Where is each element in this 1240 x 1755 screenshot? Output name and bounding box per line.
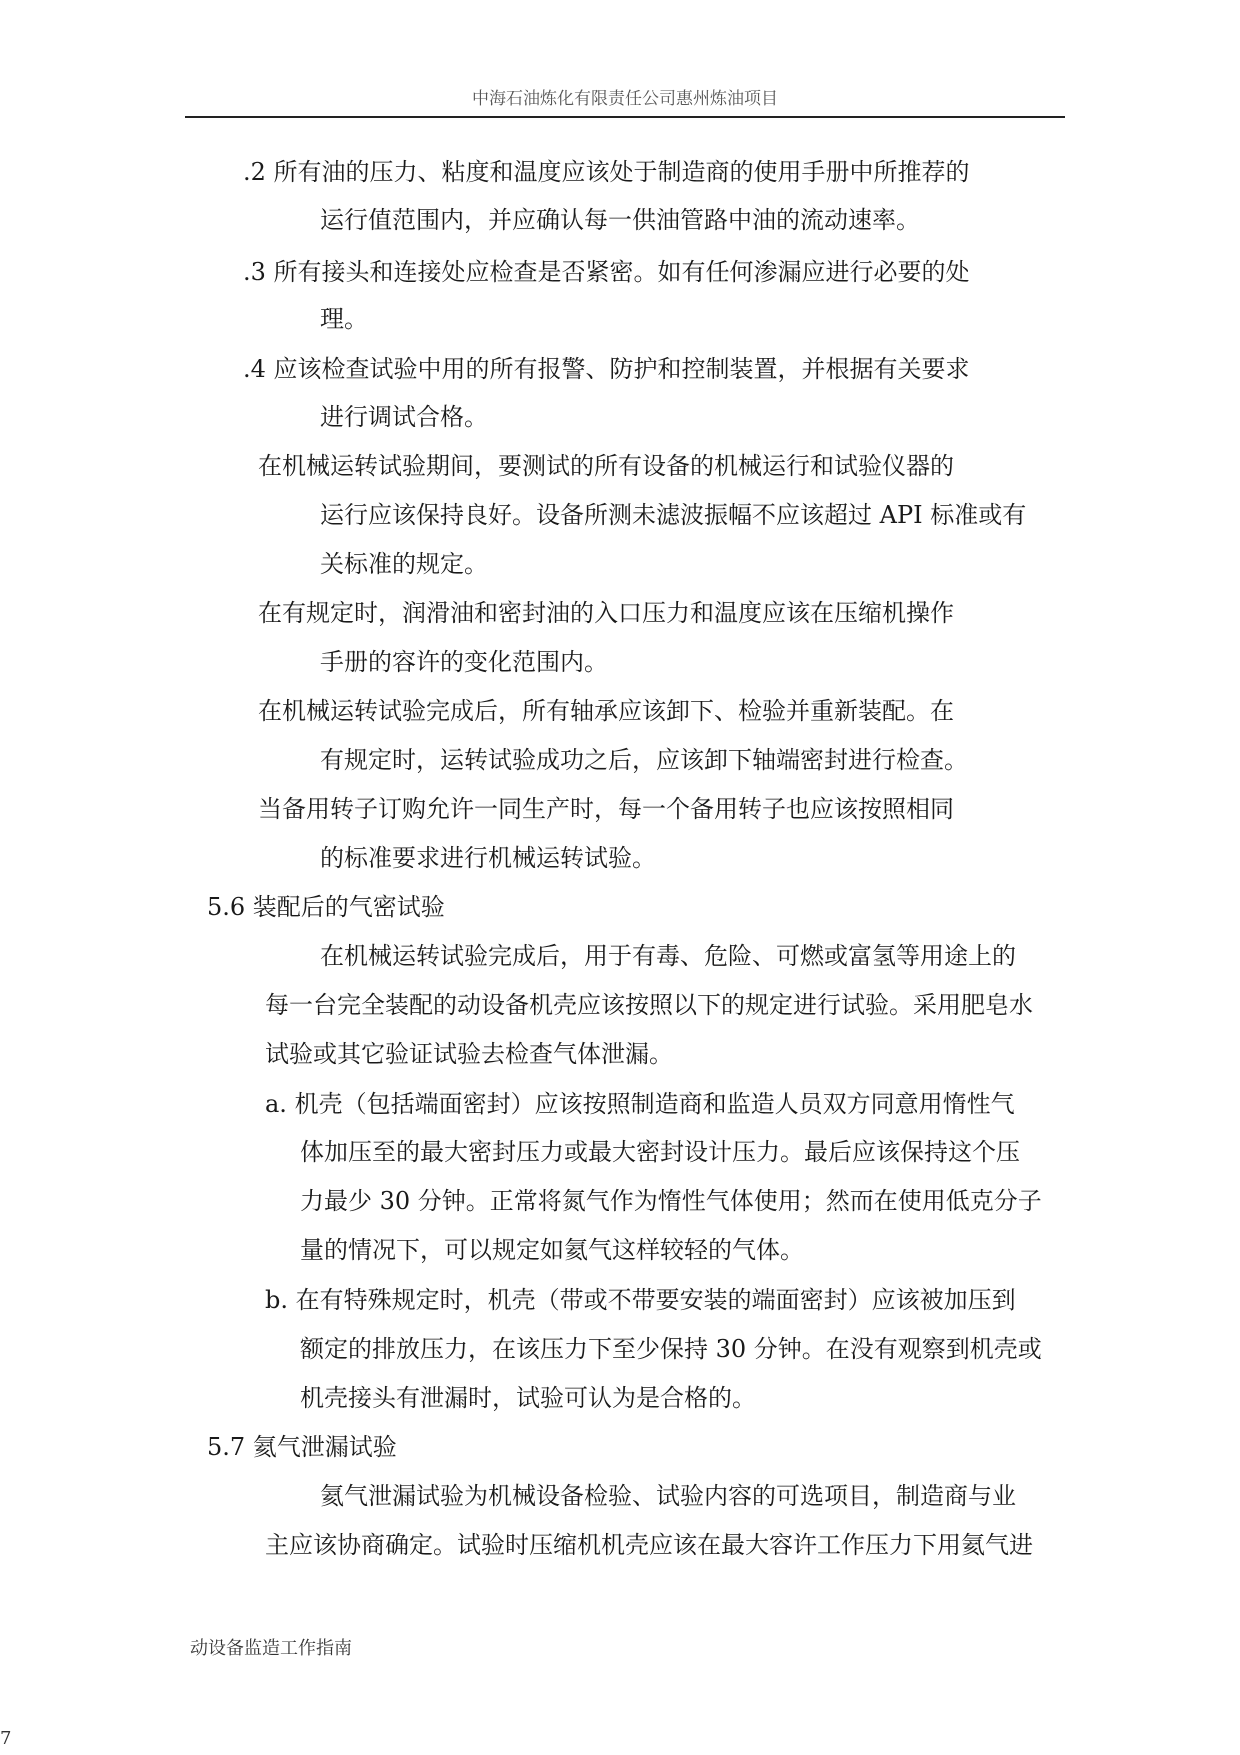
body-line: 在有规定时，润滑油和密封油的入口压力和温度应该在压缩机操作 (258, 599, 954, 627)
body-line: 量的情况下，可以规定如氦气这样较轻的气体。 (300, 1236, 804, 1264)
body-line: 在机械运转试验完成后，用于有毒、危险、可燃或富氢等用途上的 (320, 942, 1016, 970)
page-header: 中海石油炼化有限责任公司惠州炼油项目 (472, 89, 778, 109)
body-line: .3 所有接头和连接处应检查是否紧密。如有任何渗漏应进行必要的处 (243, 258, 970, 286)
body-line: 关标准的规定。 (320, 550, 488, 578)
body-line: 在机械运转试验期间，要测试的所有设备的机械运行和试验仪器的 (258, 452, 954, 480)
body-line: 有规定时，运转试验成功之后，应该卸下轴端密封进行检查。 (320, 746, 968, 774)
body-line: 运行值范围内，并应确认每一供油管路中油的流动速率。 (320, 206, 920, 234)
body-line: a. 机壳（包括端面密封）应该按照制造商和监造人员双方同意用惰性气 (265, 1090, 1015, 1118)
body-line: 的标准要求进行机械运转试验。 (320, 844, 656, 872)
page-footer: 动设备监造工作指南 (190, 1638, 352, 1659)
body-line: 体加压至的最大密封压力或最大密封设计压力。最后应该保持这个压 (300, 1138, 1020, 1166)
body-line: 每一台完全装配的动设备机壳应该按照以下的规定进行试验。采用肥皂水 (265, 991, 1033, 1019)
body-line: 运行应该保持良好。设备所测未滤波振幅不应该超过 API 标准或有 (320, 501, 1027, 529)
body-line: 在机械运转试验完成后，所有轴承应该卸下、检验并重新装配。在 (258, 697, 954, 725)
body-line: 氦气泄漏试验为机械设备检验、试验内容的可选项目，制造商与业 (320, 1482, 1016, 1510)
body-line: 主应该协商确定。试验时压缩机机壳应该在最大容许工作压力下用氦气进 (265, 1531, 1033, 1559)
body-line: 试验或其它验证试验去检查气体泄漏。 (265, 1040, 673, 1068)
section-heading: 5.6 装配后的气密试验 (207, 893, 445, 921)
body-line: 进行调试合格。 (320, 403, 488, 431)
body-line: 机壳接头有泄漏时，试验可认为是合格的。 (300, 1384, 756, 1412)
body-line: b. 在有特殊规定时，机壳（带或不带要安装的端面密封）应该被加压到 (265, 1286, 1016, 1314)
body-line: .4 应该检查试验中用的所有报警、防护和控制装置，并根据有关要求 (243, 355, 970, 383)
body-line: 当备用转子订购允许一同生产时，每一个备用转子也应该按照相同 (258, 795, 954, 823)
body-line: .2 所有油的压力、粘度和温度应该处于制造商的使用手册中所推荐的 (243, 158, 970, 186)
page-number: 7 (0, 1728, 12, 1749)
body-line: 额定的排放压力，在该压力下至少保持 30 分钟。在没有观察到机壳或 (300, 1335, 1042, 1363)
body-line: 理。 (320, 305, 368, 333)
body-line: 手册的容许的变化范围内。 (320, 648, 608, 676)
body-line: 力最少 30 分钟。正常将氮气作为惰性气体使用；然而在使用低克分子 (300, 1187, 1042, 1215)
header-rule (185, 116, 1065, 118)
section-heading: 5.7 氦气泄漏试验 (207, 1433, 397, 1461)
